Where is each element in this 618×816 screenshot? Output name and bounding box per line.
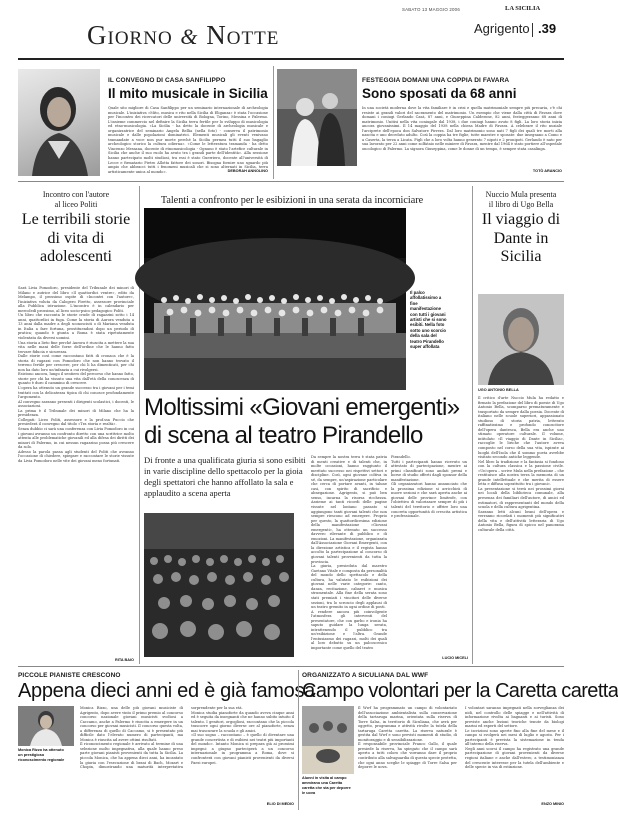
a1-author: DEBORAH ANNOLINO xyxy=(227,169,268,173)
a5-photo xyxy=(478,294,564,385)
rule-a4-a5 xyxy=(472,186,473,664)
a2-title: Sono sposati da 68 anni xyxy=(362,86,517,101)
header-page-number: .39 xyxy=(538,21,557,36)
a2-photo xyxy=(277,69,357,166)
a4-body-col2: Pirandello. Tutti i partecipanti hanno ricevuto un attestato di partecipazione, mentre ai primi classificati sono andati premi e borse di studio offerti dagli sponsor della manifestazione. Gli organizzatori hanno annunciato che la prossima edizione si arricchirà di nuove sezioni e che sarà aperta anche ai giovani delle province limitrofe, con l'obiettivo di valorizzare sempre di più i talenti del territorio e offrire loro una concreta opportunità di crescita artistica e professionale. xyxy=(391,455,467,519)
a1-kicker: IL CONVEGNO DI CASA SANFILIPPO xyxy=(108,77,226,84)
a4-title-2: di scena al teatro Pirandello xyxy=(144,422,423,449)
a7-kicker: ORGANIZZATO A SICULIANA DAL WWF xyxy=(302,672,429,679)
a4-intro: Di fronte a una qualificata giuria si sono esibiti in varie discipline dello spettacolo per la gioia degli spettatori che hanno affollato la sala e applaudito a scena aperta xyxy=(144,455,306,498)
header-rule xyxy=(18,58,564,60)
a4-audience-photo xyxy=(144,513,294,657)
a3-author: RITA BAIO xyxy=(115,658,134,662)
a2-author: TOTÒ ARANCIO xyxy=(532,169,562,173)
a2-body: In una società moderna dove la vita familiare è in crisi e quella matrimoniale sempre più precaria, c'è chi resiste ai grandi valori del sacramento del matrimonio. Un esempio che viene dalla città di Favara dove domani i coniugi Gerlando Casà, 87 anni, e Giuseppina Calderone, 82 anni, festeggeranno 68 anni di matrimonio. Unitisi nella vita coniugale dal 1938, i due coniugi hanno avuto 8 figli. La loro storia inizia ancora giovanissimi. Il 14 maggio del 1938 nella chiesa Madre di Favara. A celebrare il rito nuziale l'arciprete dell'epoca don Salvatore Pirrera. Dal loro matrimonio sono nati 7 figli dei quali tre morti alla nascita e uno deceduto adulto. Così la coppia ha tre figlie, tutte maestre e sposate: due insegnano a Como e a Caserta, la terza a Licata. Figli che a loro volta hanno generato 7 nipoti e 2 pronipoti. Gerlando è nato per sua lavorato per 22 anni come zolfataio nelle miniere di Favara, mentre dal 1964 è stato portiere all'ospedale oncologico di Palermo. La signora Giuseppina, come le donne di un tempo, è sempre stata casalinga. xyxy=(362,106,562,151)
a4-main-photo xyxy=(144,208,406,390)
a2-kicker: FESTEGGIA DOMANI UNA COPPIA DI FAVARA xyxy=(362,77,510,84)
a6-author: ELIO DI MEDIO xyxy=(266,802,294,806)
a5-title: Il viaggio di Dante in Sicilia xyxy=(481,211,561,265)
a3-kicker-2: al liceo Politi xyxy=(54,200,98,209)
a6-title: Appena dieci anni ed è già famosa xyxy=(18,680,315,702)
a5-body: Il critico d'arte Nuccio Mula ha redatto e firmato la prefazione del libro di poesie di Ugo Antonio Bella, scomparso prematuramente e trasportato da sempre dalla poesia. Docente di italiano nelle scuole superiori, appassionato studioso di storia patria, letterato raffinatissimo e profondo conoscitore dell'opera dantesca, Bella era anche uno stimato operatore culturale. Il volume, intitolato «Il viaggio di Dante in Sicilia», raccoglie le liriche che l'autore aveva composto nel corso della sua vita, ispirate ai luoghi dell'Isola che il sommo poeta avrebbe visitato secondo antiche leggende. Nel libro la tradizione e la fantasia si fondono con la cultura classica e la passione civile. «Un'opera – scrive Mula nella prefazione – che restituisce alla nostra terra la memoria di un grande intellettuale e che merita di essere letta e diffusa soprattutto tra i giovani». La presentazione si terrà nei prossimi giorni nei locali della biblioteca comunale, alla presenza dei familiari dell'autore, di amici ed estimatori, di rappresentanti del mondo della scuola e della cultura agrigentina. Saranno letti alcuni brani dell'opera e verranno ricordati i momenti più significativi della vita e dell'attività letteraria di Ugo Antonio Bella, figura di spicco nel panorama culturale della città. xyxy=(478,396,564,532)
a1-body: Quale sito migliore di Casa Sanfilippo per un seminario internazionale di archeologia musicale. L'iniziativa «Mito, musica e rito nella Sicilia di Eliganza» è stata l'occasione per l'incontro dei ricercatori delle università di Bologna, Torino, Messina e Palermo. L'insieme commercio nel definire la Sicilia terra fertile per lo sviluppo di musicologia ed etno-musicologia. «La Sicilia - ha detto la docente di archeologia musicale e organizzatrice del seminario Angela Bellia (nella foto) - conserva il patrimonio musicale e dalle popolazioni dominatrici. Elementi musicali gli eventi venivano tramandate a voce non pur morte perché la Sicilia permea tutti il suo bagaglio archeologico storico la cultura odierna». «Come le letteratura tramanda - ha detto Vincenzo Messana, docente di etnomusicologia - Ognuno è stato l'artefice culturale in Sicilia che anche il suo ruolo ha avuto tra i grandi parte dell'identità». Alla sessione hanno partecipato molti studiosi, tra essi è stato Guerriero, docente all'università di Lecce e firmatario Pietro Allotta fattore dei sonori. Bisogna fornire uno sguardo più ampio che abbracci tutti i fenomeni musicali che si sono alternati in Sicilia, terra artisticamente unica al mondo». xyxy=(108,106,268,174)
header-city: Agrigento xyxy=(474,21,530,36)
a6-body: Monica Rizzo, una delle più giovani musiciste di Agrigento, dopo avere vinto il primo premio al concorso concorso nazionale giovani musicisti svoltosi a Caccamo, anche a Palermo è riuscita a emergere in un concorso per giovani musicisti. Il concorso questa volta, a differenza di quello di Caccamo, si è presentato più difficile dato l'elevato numero di partecipanti, ma Monica è riuscita ad avere ottimi risultati. Il riconoscimento regionale è arrivato al termine di una selezione molto impegnativa, alla quale hanno preso parte giovani pianisti provenienti da tutta la Sicilia. La piccola Monica, che ha appena dieci anni, ha incantato la giuria con l'esecuzione di brani di Bach, Mozart e Chopin, dimostrando una maturità interpretativa sorprendente per la sua età. Monica studia pianoforte da quando aveva cinque anni ed è seguita da insegnanti che ne hanno subito intuito il talento. I genitori, orgogliosi, raccontano che la piccola trascorre ogni giorno diverse ore al pianoforte, senza mai trascurare la scuola e gli amici. «Il suo sogno – raccontano – è quello di diventare una grande concertista e di esibirsi nei teatri più importanti del mondo». Intanto Monica si prepara già ai prossimi impegni: a giugno parteciperà a un concorso internazionale in programma a Roma, dove si confronterà con giovani pianisti provenienti da diversi Paesi europei. xyxy=(80,706,294,770)
rule-top-block xyxy=(18,181,564,182)
a5-kicker-1: Nuccio Mula presenta xyxy=(485,190,557,199)
section-title-right: Notte xyxy=(206,20,280,50)
a6-side-caption: Monica Rizzo ha ottenuto un prestigioso riconoscimento regionale xyxy=(18,748,65,762)
section-title-left: Giorno xyxy=(87,20,173,50)
a7-side-caption: Alunni in visita al campo ammirano una Caretta caretta che sta per deporre le uova xyxy=(302,776,351,795)
a3-kicker-1: Incontro con l'autore xyxy=(42,190,110,199)
a5-photo-caption: UGO ANTONIO BELLA xyxy=(478,388,519,392)
a6-kicker: PICCOLE PIANISTE CRESCONO xyxy=(18,672,121,679)
a7-title: Campo volontari per la Caretta caretta xyxy=(302,680,618,702)
a7-author: ENZO MINIO xyxy=(541,802,564,806)
a4-photo-caption: Il palco affollatissimo a fine manifestazione con tutti i giovani artisti che si sono esibiti. Nella foto sotto uno scorcio della sala del teatro Pirandello super affollata xyxy=(410,290,447,350)
a1-photo xyxy=(18,69,100,176)
header-paper: LA SICILIA xyxy=(505,5,541,12)
a4-headline: Talenti a confronto per le esibizioni in una serata da incorniciare xyxy=(160,195,424,206)
a5-kicker-2: il libro di Ugo Bella xyxy=(488,200,554,209)
header-date: SABATO 13 MAGGIO 2006 xyxy=(402,7,460,12)
rule-a6-a7 xyxy=(298,670,299,810)
a6-photo xyxy=(18,706,74,746)
a4-title-1: Moltissimi «Giovani emergenti» xyxy=(144,394,460,421)
a1-title: Il mito musicale in Sicilia xyxy=(108,86,268,101)
a7-photo xyxy=(302,706,354,774)
section-title-amp: & xyxy=(180,24,199,49)
header-divider-icon xyxy=(532,23,533,37)
a7-body: Il Wwf ha programmato un campo di volontariato dell'associazione ambientalista sulla conservazione della tartaruga marina, orientata sulla riserva di Torre Salsa, in territorio di Siculiana, che avrà per oggetto, programma e attività rivolte la tutela della tartaruga Caretta caretta. La riserva naturale è gestita dal Wwf e sono previsti momenti di studio, di monitoraggio e di sensibilizzazione. Il responsabile provinciale Franco Gallo, il quale presiede la riserva, ha spiegato che il campo sarà aperto a tutti coloro che vorranno dare il proprio contributo alla salvaguardia di questa specie protetta, che ogni anno sceglie le spiagge di Torre Salsa per deporre le uova. I volontari saranno impegnati nella sorveglianza dei nidi, nel controllo delle spiagge e nell'attività di informazione rivolta ai bagnanti e ai turisti. Sono previste anche lezioni teoriche tenute da biologi marini ed esperti del settore. Le iscrizioni sono aperte fino alla fine del mese e il campo si svolgerà nei mesi di luglio e agosto. Per i partecipanti è prevista la sistemazione in tenda all'interno della riserva. Negli anni scorsi il campo ha registrato una grande partecipazione di giovani provenienti da diverse regioni italiane e anche dall'estero, a testimonianza del crescente interesse per la tutela dell'ambiente e delle specie in via di estinzione. xyxy=(358,706,564,770)
a4-author: LUCIO MICELI xyxy=(442,656,468,660)
section-title xyxy=(87,20,279,52)
rule-bottom-block xyxy=(18,666,564,667)
a4-body-col1: Da sempre la nostra terra è stata patria di menti creative e di talenti che, in molte occasioni, hanno raggiunto il meritato successo nei rispettivi settori e discipline. Così, ogni giovane coltiva in sé, da sempre, un'aspirazione particolare che cerca di portare avanti, in talune casi, con spirito di sacrificio e abnegazione. Agrigento, si può ben senso, incarna la risorsa ricchezza. Assieme ai tanti ricordi delle pagine vissute nel lontano passato si aggiungono tanti giovani talenti che non sempre riescono ad emergere. Proprio per questo, la quattordicesima edizione della manifestazione «Giovani emergenti», ha ottenuto un successo davvero rilevante di pubblico e di emozioni. La manifestazione, organizzata dall'Associazione Giovani Emergenti, con la direzione artistica e il regista hanno accolto la partecipazione al concorso di giovani talenti provenienti da tutta la provincia. La giuria, presieduta dal maestro Gaetano Vitale e composta da personalità del mondo dello spettacolo e della cultura, ha valutato le esibizioni dei giovani nelle varie categorie: canto, danza, recitazione, cabaret e musica strumentale. Alla fine della serata sono stati premiati i vincitori delle diverse sezioni, tra lo scroscio degli applausi di un teatro gremito in ogni ordine di posti. A rendere ancora più coinvolgente l'atmosfera gli interventi del presentatore, che con garbo e ironia ha saputo guidare la lunga serata, intrattenendo il pubblico tra un'esibizione e l'altra. Grande l'entusiasmo dei ragazzi, molti dei quali al loro debutto su un palcoscenico importante come quello del teatro xyxy=(311,455,388,650)
rule-a3-a4 xyxy=(139,186,140,664)
a3-body: Sarà Livia Pomodoro, presidente del Tribunale dei minori di Milano e autrice del libro «Il quattordici ventre», edito da Melampo, il prossimo ospite di «Incontri con l'autore», l'iniziativa voluta da Calogero Firetto, assessore provinciale alla Pubblica istruzione. L'incontro è in calendario per mercoledì prossimo, al liceo socio-psico pedagogico Politi. Un libro che racconta le storie crude di ragazzini sotto i 14 anni, quattordici in fuga. Come la storia di Aurora venduta a 13 anni dalla madre a degli sconosciuti o di Mariana venduta in Italia a fare fortuna, prostituendosi dopo un periodo di pratica; quando è giunta a Roma è stata ripetutamente violentata da diversi uomini. Una storia a lieto fine perché Aurora è riuscita a mettere la sua vita nelle mani delle forze dell'ordine che le hanno fatto trovare fiducia e sicurezza. Dalle storie così come raccontano fatti di cronaca che è la storia di ragazzi con Pomodoro che non hanno trovato il terreno fertile per crescere, per chi li ha dimenticati, per chi non ha dato loro un'infanzia a cui rivolgersi. Esistono ancora, lungo il sentiero del percorso che hanno fatto, storie per chi ha vissuto una vita dall'età della conoscenza di quanto è duro il cammino di crescere. L'opera ha ottenuto un grande successo tra i giovani per i temi trattati con la delicatezza tipica di chi conosce profondamente l'argomento. Al convegno saranno presenti i dirigenti scolastici, i docenti, le associazioni. La prima è il Tribunale dei minori di Milano che ha la presidenza. Collegati: Liceo Politi, assessore e la prof.ssa Puccio che presiederà il convegno dal titolo «Tra storia e realtà». Senza dubbio ci sarà una conferenza con Livia Pomodoro in cui i giovani avranno un confronto diretto con una scrittrice molto attenta alle problematiche giovanili ed alla difesa dei diritti dei minori di Palermo, in cui nessun ragazzino possa più crescere da solo. Adesso la parola passa agli studenti del Politi che avranno l'occasione di chiedere, spiegare e raccontare le storie vissute da Livia Pomodoro nelle vite dei giovani meno fortunati. xyxy=(18,286,134,463)
rule-a1-a2 xyxy=(273,66,274,179)
a3-title: Le terribili storie di vita di adolescenti xyxy=(21,211,131,265)
